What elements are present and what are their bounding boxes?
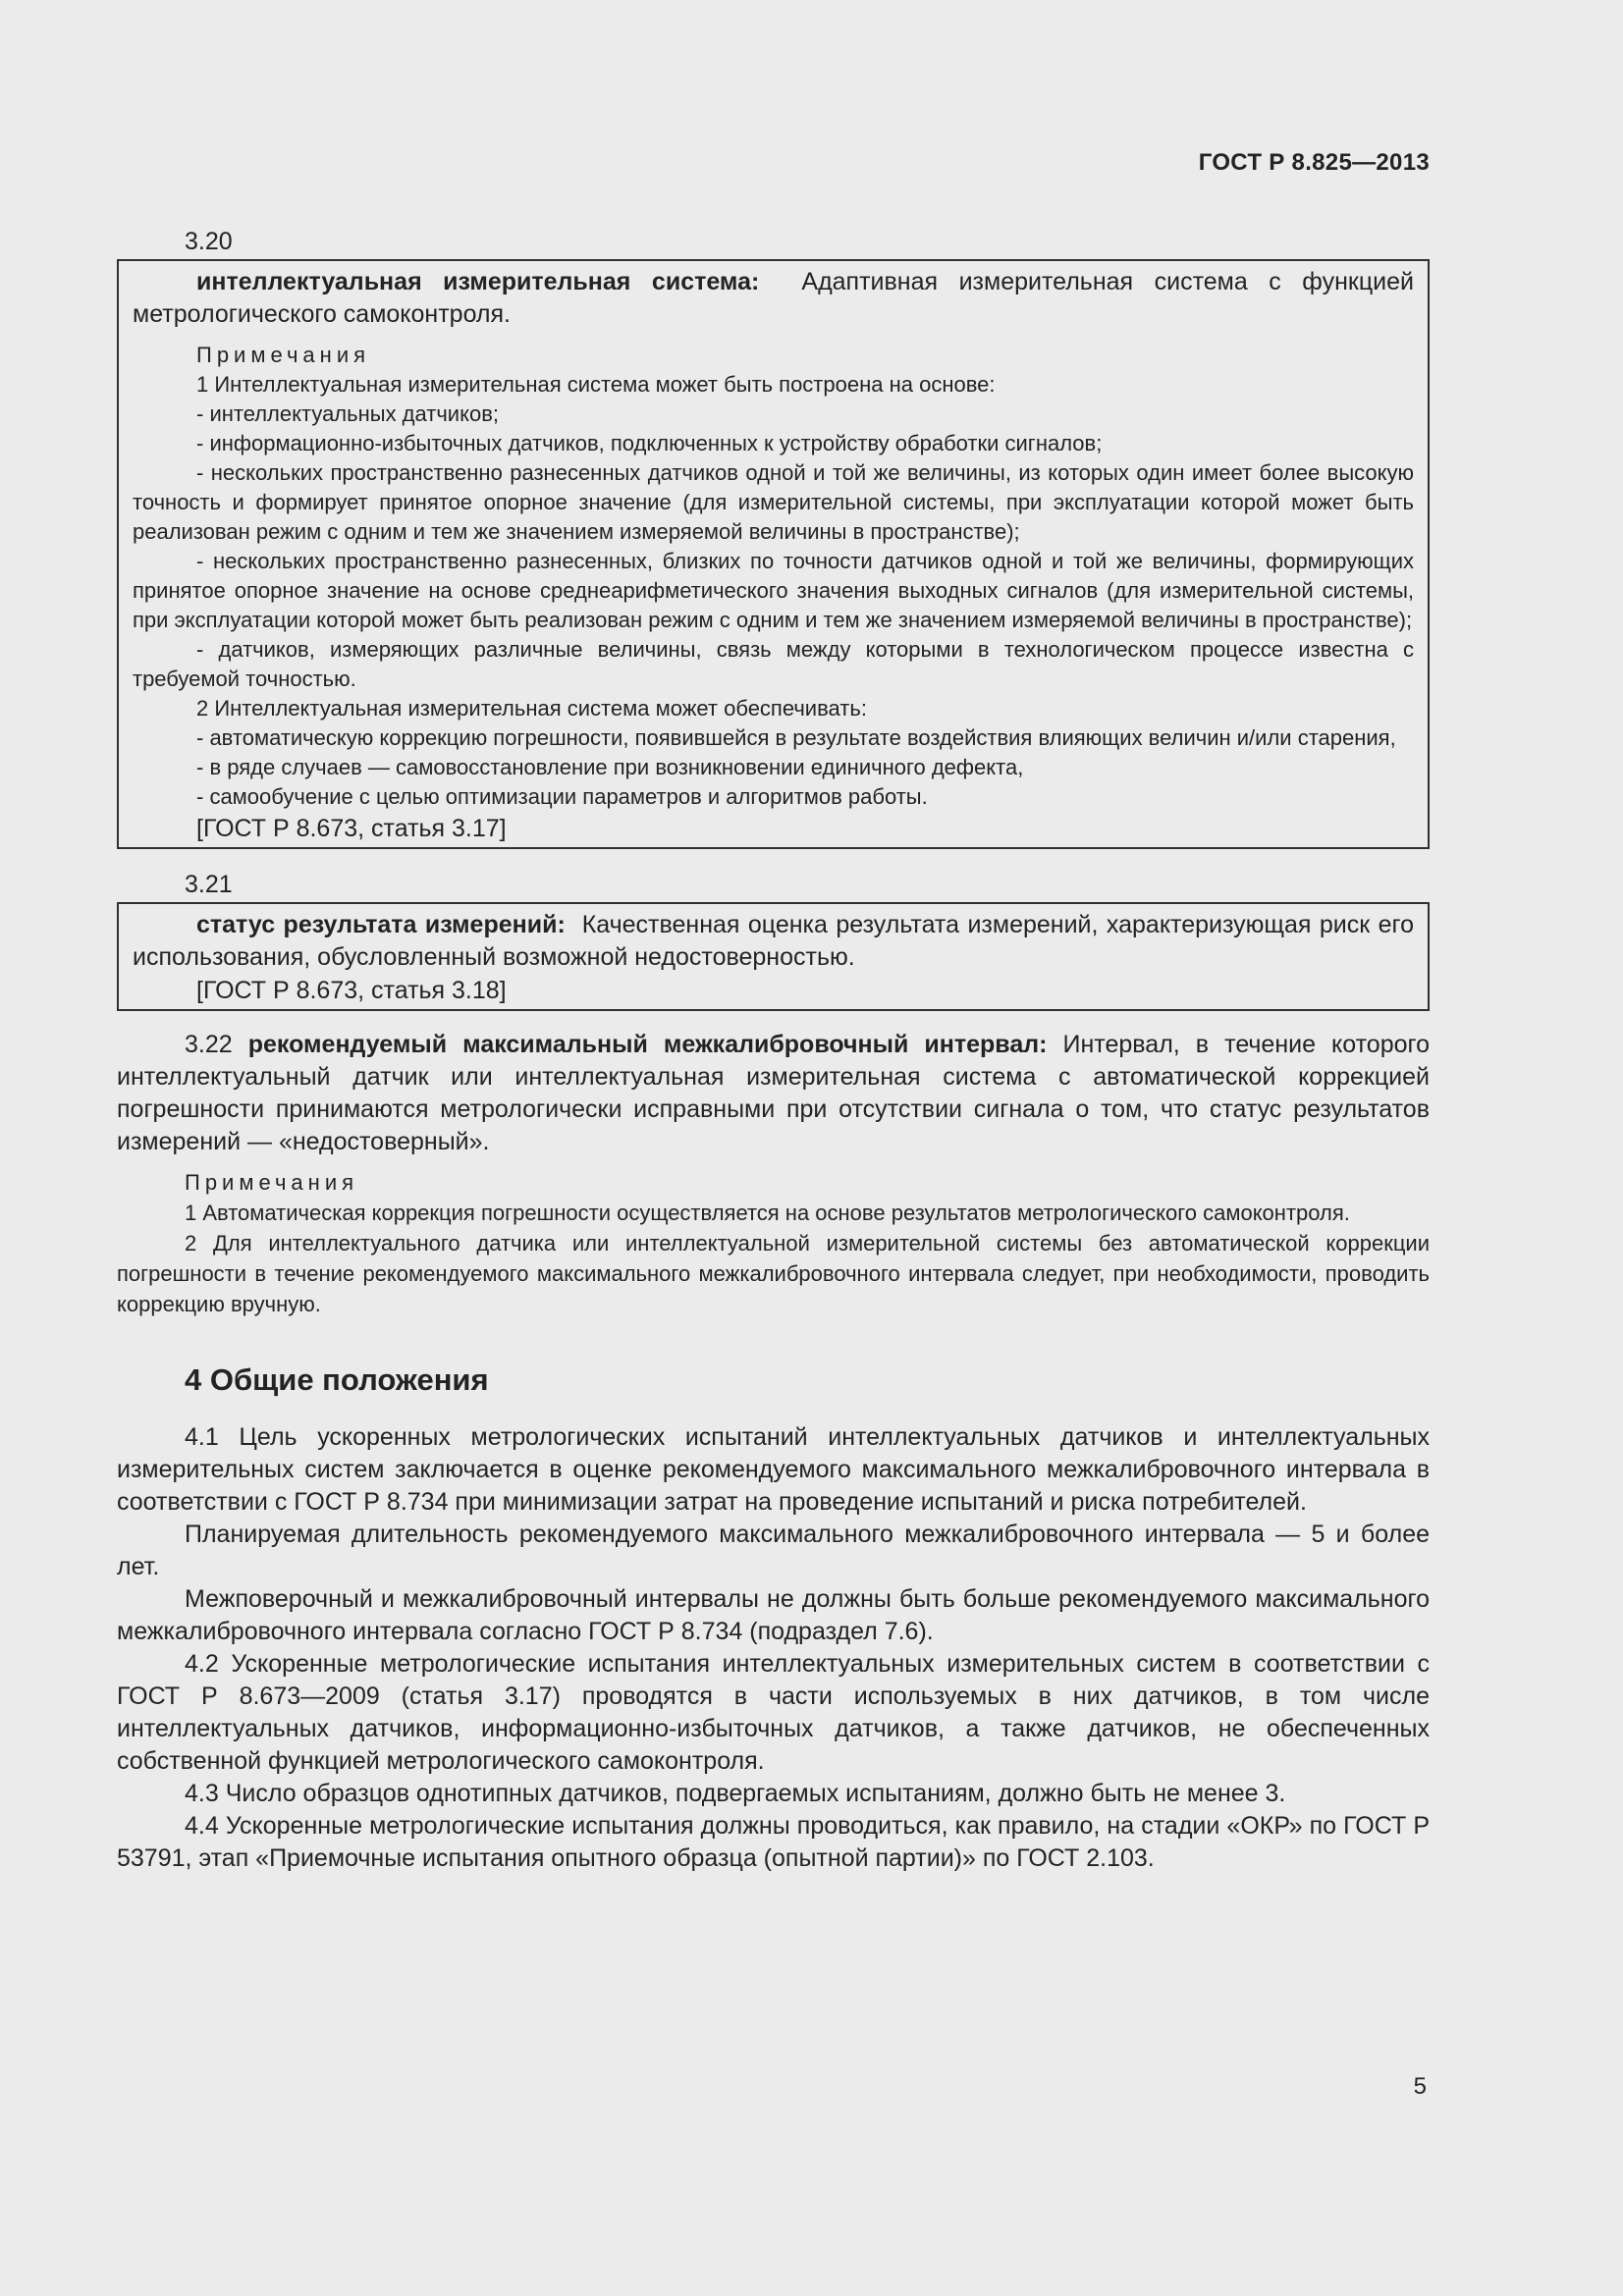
term-name: статус результата измерений: <box>196 911 566 938</box>
term-definition-3-22 <box>117 1029 1430 1158</box>
source-reference: [ГОСТ Р 8.673, статья 3.18] <box>196 977 507 1004</box>
note-line: 2 Для интеллектуального датчика или интеллектуальной измерительной системы без автоматической коррекции погрешности в течение рекомендуемого максимального межкалибровочного интервала следует, при необходимости, проводить коррекцию вручную. <box>117 1231 1430 1316</box>
section-paragraph: 4.2 Ускоренные метрологические испытания интеллектуальных измерительных систем в соответствии с ГОСТ Р 8.673—2009 (статья 3.17) проводятся в части используемых в них датчиков, в том числе интеллектуальных датчиков, информационно-избыточных датчиков, а также датчиков, не обеспеченных собственной функцией метрологического самоконтроля. <box>117 1650 1430 1775</box>
term-number: 3.20 <box>185 228 233 255</box>
note-line: - нескольких пространственно разнесенных датчиков одной и той же величины, из которых один имеет более высокую точность и формирует принятое опорное значение (для измерительной системы, при эксплуатации которой может быть реализован режим с одним и тем же значением измеряемой величины в пространстве); <box>133 460 1414 544</box>
notes-title: Примечания <box>196 343 371 367</box>
term-number: 3.21 <box>185 871 233 898</box>
term-box-3-20 <box>117 259 1430 849</box>
term-name: интеллектуальная измерительная система: <box>196 268 760 295</box>
term-name: рекомендуемый максимальный межкалибровочный интервал: <box>247 1031 1048 1058</box>
note-line: 1 Автоматическая коррекция погрешности осуществляется на основе результатов метрологического самоконтроля. <box>185 1201 1350 1225</box>
note-line: 2 Интеллектуальная измерительная система может обеспечивать: <box>196 696 867 721</box>
note-line: - автоматическую коррекцию погрешности, появившейся в результате воздействия влияющих величин и/или старения, <box>196 725 1396 750</box>
term-box-3-21 <box>117 902 1430 1011</box>
note-line: - датчиков, измеряющих различные величины, связь между которыми в технологическом процессе известна с требуемой точностью. <box>133 637 1414 691</box>
note-line: - интеллектуальных датчиков; <box>196 401 499 426</box>
section-paragraph: Планируемая длительность рекомендуемого максимального межкалибровочного интервала — 5 и более лет. <box>117 1521 1430 1580</box>
note-line: 1 Интеллектуальная измерительная система может быть построена на основе: <box>196 372 996 397</box>
section-paragraph: 4.1 Цель ускоренных метрологических испытаний интеллектуальных датчиков и интеллектуальных измерительных систем заключается в оценке рекомендуемого максимального межкалибровочного интервала в соответствии с ГОСТ Р 8.734 при минимизации затрат на проведение испытаний и риска потребителей. <box>117 1423 1430 1516</box>
term-definition-text: Адаптивная измерительная система с функцией метрологического самоконтроля. <box>133 268 1414 328</box>
document-code: ГОСТ Р 8.825—2013 <box>1198 149 1430 176</box>
term-definition-text: Интервал, в течение которого интеллектуальный датчик или интеллектуальная измерительная система с автоматической коррекцией погрешности принимаются метрологически исправными при отсутствии сигнала о том, что статус результатов измерений — «недостоверный». <box>117 1031 1430 1155</box>
term-definition <box>133 909 1414 974</box>
section-paragraph: 4.3 Число образцов однотипных датчиков, подвергаемых испытаниям, должно быть не менее 3. <box>185 1780 1286 1807</box>
note-line: - нескольких пространственно разнесенных, близких по точности датчиков одной и той же величины, формирующих принятое опорное значение на основе среднеарифметического значения выходных сигналов (для измерительной системы, при эксплуатации которой может быть реализован режим с одним и тем же значением измеряемой величины в пространстве); <box>133 549 1414 632</box>
notes-title: Примечания <box>185 1170 359 1195</box>
section-heading: 4 Общие положения <box>185 1362 489 1397</box>
section-paragraph: Межповерочный и межкалибровочный интервалы не должны быть больше рекомендуемого максимального межкалибровочного интервала согласно ГОСТ Р 8.734 (подраздел 7.6). <box>117 1585 1430 1645</box>
notes-block <box>117 1168 1430 1319</box>
page-number: 5 <box>1413 2073 1427 2100</box>
source-reference: [ГОСТ Р 8.673, статья 3.17] <box>196 815 507 842</box>
note-line: - самообучение с целью оптимизации параметров и алгоритмов работы. <box>196 784 928 809</box>
note-line: - информационно-избыточных датчиков, подключенных к устройству обработки сигналов; <box>196 431 1103 455</box>
term-number: 3.22 <box>185 1031 233 1058</box>
notes-block <box>133 341 1414 812</box>
note-line: - в ряде случаев — самовосстановление при возникновении единичного дефекта, <box>196 755 1024 779</box>
page-content <box>117 224 1430 1875</box>
term-definition <box>133 266 1414 331</box>
term-definition-text: Качественная оценка результата измерений, характеризующая риск его использования, обусловленный возможной недостоверностью. <box>133 911 1414 971</box>
section-paragraph: 4.4 Ускоренные метрологические испытания должны проводиться, как правило, на стадии «ОКР» по ГОСТ Р 53791, этап «Приемочные испытания опытного образца (опытной партии)» по ГОСТ 2.103. <box>117 1812 1430 1872</box>
